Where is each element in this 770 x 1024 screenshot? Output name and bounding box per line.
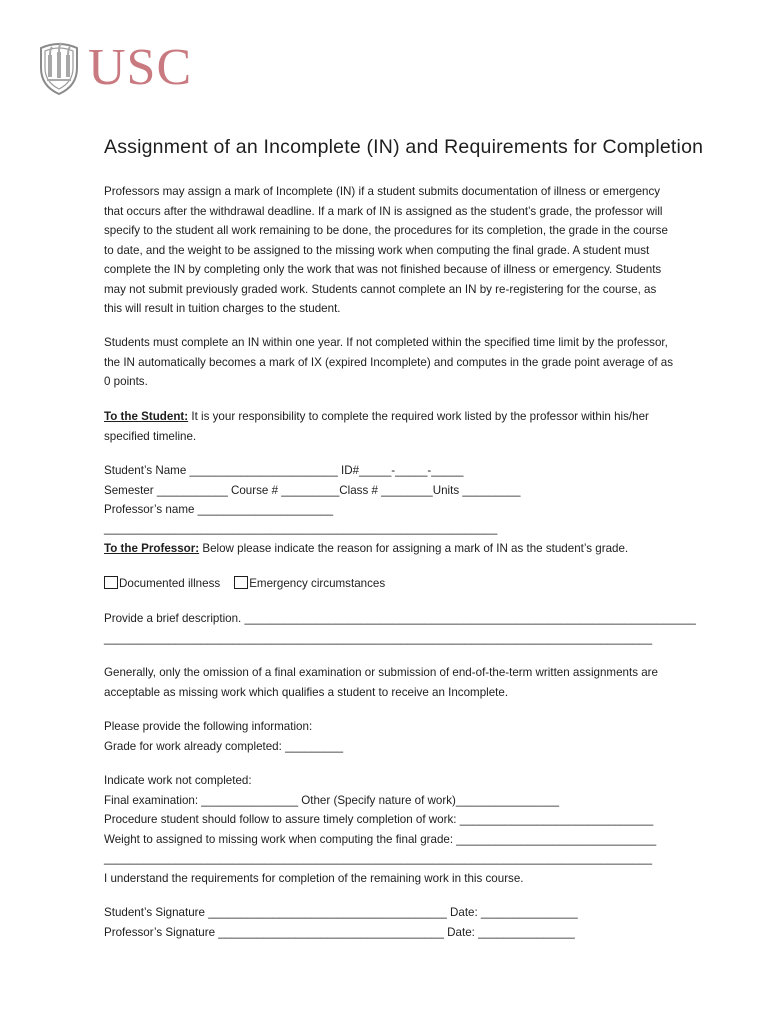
professor-instructions	[104, 539, 628, 559]
page-title: Assignment of an Incomplete (IN) and Requirements for Completion	[104, 136, 704, 158]
blank-line: _____________________________________________________________	[104, 522, 498, 535]
student-signature-field[interactable]: Student’s Signature _____________________________________ Date: _______________	[104, 906, 578, 919]
reason-checkboxes	[104, 574, 385, 594]
student-section-heading: To the Student:	[104, 410, 189, 423]
grade-completed-field[interactable]: Grade for work already completed: _________	[104, 740, 344, 753]
documented-illness-label: Documented illness	[119, 577, 221, 590]
description-field-line2[interactable]: _____________________________________________________________________________________	[104, 632, 653, 645]
intro-paragraph: Professors may assign a mark of Incomplete (IN) if a student submits documentation of illness or emergency that occurs after the withdrawal deadline. If a mark of IN is assigned as the student’s grade, the professor will specify to the student all work remaining to be done, the procedures for its completion, the grade in the course to date, and the weight to be assigned to the missing work when computing the final grade. A student must complete the IN by completing only the work that was not finished because of illness or emergency. Students may not submit previously graded work. Students cannot complete an IN by re-registering for the course, as this will result in tuition charges to the student.	[104, 185, 668, 315]
professor-name-field[interactable]: Professor’s name _____________________	[104, 503, 334, 516]
work-not-completed-heading: Indicate work not completed:	[104, 774, 252, 787]
info-heading: Please provide the following information:	[104, 720, 313, 733]
student-section-text: It is your responsibility to complete the required work listed by the professor within his/her specified timeline.	[104, 410, 649, 443]
professor-section-heading: To the Professor:	[104, 542, 200, 555]
emergency-circumstances-checkbox[interactable]	[234, 576, 248, 589]
time-limit-paragraph: Students must complete an IN within one year. If not completed within the specified time limit by the professor, the IN automatically becomes a mark of IX (expired Incomplete) and computes in the grade point average of as 0 points.	[104, 336, 674, 388]
final-exam-field[interactable]: Final examination: _______________ Other (Specify nature of work)________________	[104, 794, 560, 807]
usc-seal-icon	[38, 38, 80, 96]
documented-illness-checkbox[interactable]	[104, 576, 118, 589]
understand-statement: I understand the requirements for completion of the remaining work in this course.	[104, 872, 524, 885]
generally-paragraph: Generally, only the omission of a final examination or submission of end-of-the-term written assignments are acceptable as missing work which qualifies a student to receive an Incomplete.	[104, 666, 658, 699]
professor-section-text: Below please indicate the reason for assigning a mark of IN as the student’s grade.	[199, 542, 629, 555]
weight-field-line2[interactable]: _____________________________________________________________________________________	[104, 852, 653, 865]
student-name-field[interactable]: Student’s Name _______________________ ID#_____-_____-_____	[104, 464, 464, 477]
semester-course-field[interactable]: Semester ___________ Course # _________Class # ________Units _________	[104, 484, 521, 497]
procedure-field[interactable]: Procedure student should follow to assure timely completion of work: ______________________________	[104, 813, 654, 826]
description-field[interactable]: Provide a brief description. ______________________________________________________________________	[104, 612, 696, 625]
logo-text: USC	[88, 39, 193, 96]
student-instructions	[104, 407, 674, 446]
weight-field[interactable]: Weight to assigned to missing work when computing the final grade: _______________________________	[104, 833, 657, 846]
professor-signature-field[interactable]: Professor’s Signature ___________________________________ Date: _______________	[104, 926, 575, 939]
emergency-circumstances-label: Emergency circumstances	[249, 577, 386, 590]
